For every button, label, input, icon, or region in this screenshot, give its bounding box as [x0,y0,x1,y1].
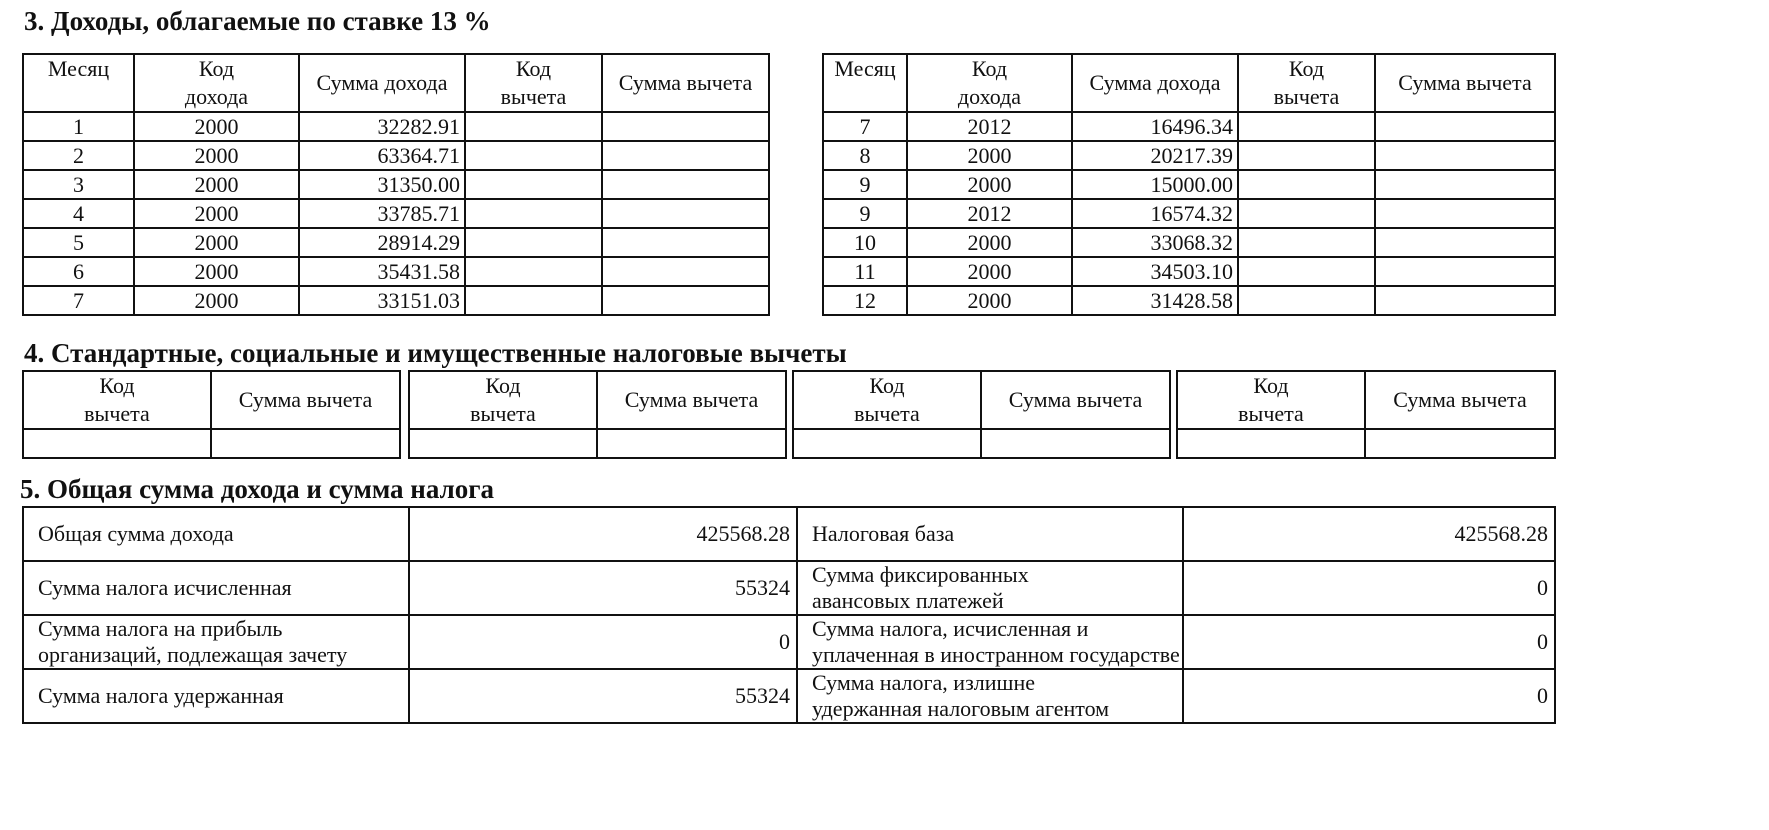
deduction-sum-cell [1375,199,1555,228]
label-line: Сумма налога удержанная [38,683,284,708]
income-code-cell: 2000 [134,170,299,199]
table-row [823,112,1555,141]
table-row [23,170,769,199]
deduction-sum-cell [602,228,769,257]
right-value-cell: 425568.28 [1183,507,1555,561]
income-code-cell: 2000 [907,141,1072,170]
deduction-table-1 [22,370,401,459]
deduction-code-cell [465,286,602,315]
right-value-cell: 0 [1183,561,1555,615]
header-deduction-code: Код вычета [465,54,602,112]
month-cell: 10 [823,228,907,257]
deduction-code-cell [1238,170,1375,199]
income-code-cell: 2012 [907,112,1072,141]
deduction-table-3 [792,370,1171,459]
income-sum-cell: 63364.71 [299,141,465,170]
left-label-cell [23,561,409,615]
section-5-title: 5. Общая сумма дохода и сумма налога [20,474,494,504]
deduction-code-cell [1238,257,1375,286]
header-deduction-sum: Сумма вычета [597,371,786,429]
month-cell: 9 [823,170,907,199]
month-cell: 5 [23,228,134,257]
table-row [23,507,1555,561]
right-value-cell: 0 [1183,615,1555,669]
table-row [23,286,769,315]
month-cell: 1 [23,112,134,141]
table-row [23,228,769,257]
deduction-code-cell [465,112,602,141]
table-row [23,561,1555,615]
deduction-table-4 [1176,370,1556,459]
income-sum-cell: 33068.32 [1072,228,1238,257]
income-sum-cell: 34503.10 [1072,257,1238,286]
left-value-cell: 55324 [409,669,797,723]
table-row [823,228,1555,257]
deduction-sum-cell [1375,141,1555,170]
table-row [823,286,1555,315]
table-row [23,199,769,228]
deduction-code-cell [1238,199,1375,228]
header-deduction-code: Код вычета [793,371,981,429]
deduction-sum-cell [1365,429,1555,458]
deduction-sum-cell [1375,286,1555,315]
label-line: организаций, подлежащая зачету [38,642,348,667]
table-row [23,112,769,141]
label-line: Сумма фиксированных [812,562,1029,587]
income-sum-cell: 20217.39 [1072,141,1238,170]
deduction-sum-cell [602,141,769,170]
deduction-sum-cell [1375,257,1555,286]
label-line: Налоговая база [812,521,955,546]
income-code-cell: 2000 [907,286,1072,315]
header-deduction-sum: Сумма вычета [1375,54,1555,112]
header-deduction-code: Код вычета [409,371,597,429]
income-sum-cell: 31428.58 [1072,286,1238,315]
month-cell: 11 [823,257,907,286]
label-line: Сумма налога, излишне [812,670,1035,695]
income-sum-cell: 31350.00 [299,170,465,199]
income-sum-cell: 33151.03 [299,286,465,315]
income-sum-cell: 32282.91 [299,112,465,141]
label-line: Сумма налога на прибыль [38,616,283,641]
income-code-cell: 2012 [907,199,1072,228]
section-4-title: 4. Стандартные, социальные и имущественные налоговые вычеты [24,338,847,368]
income-sum-cell: 35431.58 [299,257,465,286]
table-row [823,257,1555,286]
label-line: Общая сумма дохода [38,521,234,546]
month-cell: 7 [23,286,134,315]
income-code-cell: 2000 [134,112,299,141]
deduction-code-cell [1238,141,1375,170]
header-deduction-code: Код вычета [1177,371,1365,429]
deduction-sum-cell [1375,170,1555,199]
header-month: Месяц [823,54,907,112]
month-cell: 2 [23,141,134,170]
deduction-code-cell [465,170,602,199]
totals-table [22,506,1556,724]
header-deduction-sum: Сумма вычета [1365,371,1555,429]
income-code-cell: 2000 [134,257,299,286]
deduction-sum-cell [602,170,769,199]
deduction-sum-cell [602,286,769,315]
deduction-sum-cell [1375,112,1555,141]
deduction-sum-cell [597,429,786,458]
deduction-code-cell [465,141,602,170]
label-line: удержанная налоговым агентом [812,696,1110,721]
table-row [823,199,1555,228]
header-deduction-code: Код вычета [23,371,211,429]
income-code-cell: 2000 [907,170,1072,199]
table-row [23,615,1555,669]
left-value-cell: 55324 [409,561,797,615]
left-label-cell [23,615,409,669]
header-deduction-sum: Сумма вычета [602,54,769,112]
income-code-cell: 2000 [907,228,1072,257]
month-cell: 7 [823,112,907,141]
left-label-cell [23,507,409,561]
income-sum-cell: 15000.00 [1072,170,1238,199]
deduction-sum-cell [602,199,769,228]
left-label-cell [23,669,409,723]
month-cell: 6 [23,257,134,286]
deduction-code-cell [793,429,981,458]
deduction-code-cell [409,429,597,458]
month-cell: 4 [23,199,134,228]
deduction-sum-cell [981,429,1170,458]
income-sum-cell: 28914.29 [299,228,465,257]
header-income-sum: Сумма дохода [299,54,465,112]
label-line: уплаченная в иностранном государстве [812,642,1180,667]
deduction-code-cell [1177,429,1365,458]
deduction-code-cell [465,199,602,228]
income-code-cell: 2000 [907,257,1072,286]
right-value-cell: 0 [1183,669,1555,723]
deduction-code-cell [1238,228,1375,257]
income-sum-cell: 16496.34 [1072,112,1238,141]
deduction-sum-cell [602,112,769,141]
right-label-cell [797,669,1183,723]
table-row [823,170,1555,199]
label-line: Сумма налога, исчисленная и [812,616,1089,641]
header-income-code: Код дохода [134,54,299,112]
deduction-table-2 [408,370,787,459]
month-cell: 8 [823,141,907,170]
section-3-title: 3. Доходы, облагаемые по ставке 13 % [24,6,491,36]
table-row [23,429,400,458]
right-label-cell [797,507,1183,561]
header-income-code: Код дохода [907,54,1072,112]
income-sum-cell: 33785.71 [299,199,465,228]
table-row [1177,429,1555,458]
deduction-code-cell [1238,286,1375,315]
label-line: Сумма налога исчисленная [38,575,292,600]
left-value-cell: 0 [409,615,797,669]
month-cell: 3 [23,170,134,199]
right-label-cell [797,561,1183,615]
table-row [409,429,786,458]
month-cell: 9 [823,199,907,228]
table-row [823,141,1555,170]
deduction-sum-cell [1375,228,1555,257]
income-table-left [22,53,770,316]
right-label-cell [797,615,1183,669]
income-code-cell: 2000 [134,286,299,315]
income-code-cell: 2000 [134,141,299,170]
table-row [23,257,769,286]
income-code-cell: 2000 [134,199,299,228]
deduction-sum-cell [602,257,769,286]
deduction-code-cell [465,228,602,257]
header-deduction-sum: Сумма вычета [981,371,1170,429]
header-month: Месяц [23,54,134,112]
deduction-code-cell [1238,112,1375,141]
left-value-cell: 425568.28 [409,507,797,561]
deduction-sum-cell [211,429,400,458]
income-sum-cell: 16574.32 [1072,199,1238,228]
deduction-code-cell [465,257,602,286]
table-row [23,669,1555,723]
income-code-cell: 2000 [134,228,299,257]
header-deduction-code: Код вычета [1238,54,1375,112]
table-row [793,429,1170,458]
month-cell: 12 [823,286,907,315]
header-income-sum: Сумма дохода [1072,54,1238,112]
table-row [23,141,769,170]
label-line: авансовых платежей [812,588,1004,613]
deduction-code-cell [23,429,211,458]
header-deduction-sum: Сумма вычета [211,371,400,429]
income-table-right [822,53,1556,316]
